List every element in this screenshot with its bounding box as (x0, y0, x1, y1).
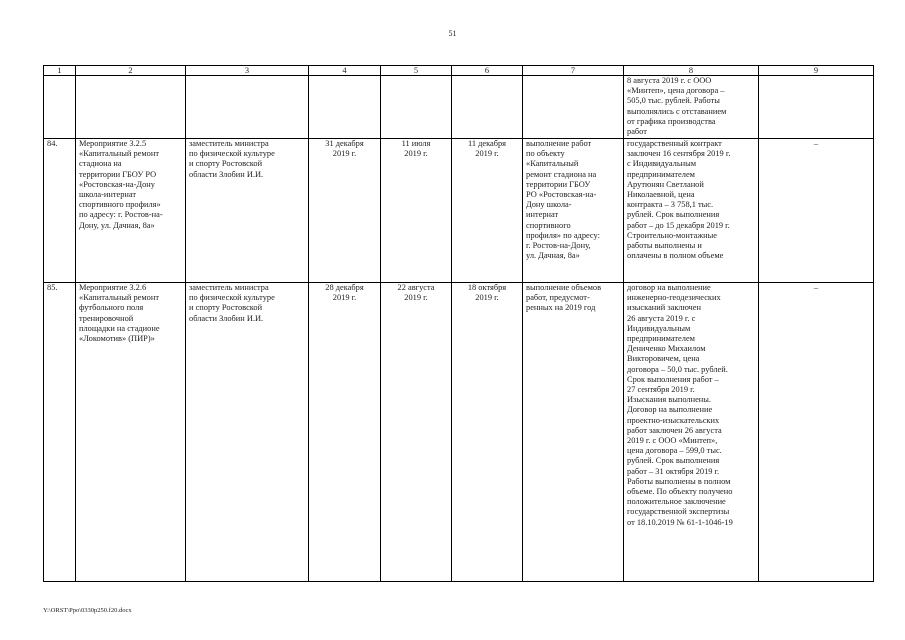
row-number-cell: 84. (44, 139, 76, 283)
column-number: 8 (624, 66, 759, 76)
column-number-row (44, 66, 874, 76)
column-number: 3 (186, 66, 309, 76)
event-cell: выполнение работ по объекту «Капитальный ремонт стадиона на территории ГБОУ РО «Ростовская-на- Дону школа- интернат спортивного профиля» по адресу: г. Ростов-на-Дону, ул. Дачная, 8а» (523, 139, 624, 283)
empty-cell (381, 76, 452, 139)
column-number: 5 (381, 66, 452, 76)
note-cell: – (759, 139, 874, 283)
responsible-cell: заместитель министра по физической культуре и спорту Ростовской области Злобин И.И. (186, 283, 309, 582)
column-number: 9 (759, 66, 874, 76)
empty-cell (759, 76, 874, 139)
empty-cell (76, 76, 186, 139)
column-number: 6 (452, 66, 523, 76)
note-cell: – (759, 283, 874, 582)
empty-cell (452, 76, 523, 139)
column-number: 4 (309, 66, 381, 76)
empty-cell (186, 76, 309, 139)
planned-date-cell: 28 декабря 2019 г. (309, 283, 381, 582)
table-row-84 (44, 139, 874, 283)
result-cell: государственный контракт заключен 16 сентября 2019 г. с Индивидуальным предпринимателем Арутюнян Светланой Николаевной, цена контракта – 3 758,1 тыс. рублей. Срок выполнения работ – до 15 декабря 2019 г. Строительно-монтажные работы выполнены и оплачены в полном объеме (624, 139, 759, 283)
planned-date-cell: 31 декабря 2019 г. (309, 139, 381, 283)
row-number-cell: 85. (44, 283, 76, 582)
responsible-cell: заместитель министра по физической культуре и спорту Ростовской области Злобин И.И. (186, 139, 309, 283)
measure-cell: Мероприятие 3.2.6 «Капитальный ремонт футбольного поля тренировочной площадки на стадионе «Локомотив» (ПИР)» (76, 283, 186, 582)
measure-cell: Мероприятие 3.2.5 «Капитальный ремонт стадиона на территории ГБОУ РО «Ростовская-на-Дону школа-интернат спортивного профиля» по адресу: г. Ростов-на- Дону, ул. Дачная, 8а» (76, 139, 186, 283)
column-number: 7 (523, 66, 624, 76)
result-cell: 8 августа 2019 г. с ООО «Минтеп», цена договора – 505,0 тыс. рублей. Работы выполнялись с отставанием от графика производства работ (624, 76, 759, 139)
start-date-cell: 22 августа 2019 г. (381, 283, 452, 582)
table-row-85 (44, 283, 874, 582)
page-number: 51 (448, 29, 457, 38)
footer-file-path: Y:\ORST\Ppo\0330p250.f20.docx (43, 607, 132, 614)
result-cell: договор на выполнение инженерно-геодезических изысканий заключен 26 августа 2019 г. с Индивидуальным предпринимателем Дениченко Михаилом Викторовичем, цена договора – 50,0 тыс. рублей. Срок выполнения работ – 27 сентября 2019 г. Изыскания выполнены. Договор на выполнение проектно-изыскательских работ заключен 26 августа 2019 г. с ООО «Минтеп», цена договора – 599,0 тыс. рублей. Срок выполнения работ – 31 октября 2019 г. Работы выполнены в полном объеме. По объекту получено положительное заключение государственной экспертизы от 18.10.2019 № 61-1-1046-19 (624, 283, 759, 582)
start-date-cell: 11 июля 2019 г. (381, 139, 452, 283)
end-date-cell: 18 октября 2019 г. (452, 283, 523, 582)
end-date-cell: 11 декабря 2019 г. (452, 139, 523, 283)
column-number: 2 (76, 66, 186, 76)
event-cell: выполнение объемов работ, предусмот- ренных на 2019 год (523, 283, 624, 582)
empty-cell (523, 76, 624, 139)
empty-cell (309, 76, 381, 139)
table-row-continuation (44, 76, 874, 139)
column-number: 1 (44, 66, 76, 76)
program-implementation-table (43, 65, 874, 582)
empty-cell (44, 76, 76, 139)
